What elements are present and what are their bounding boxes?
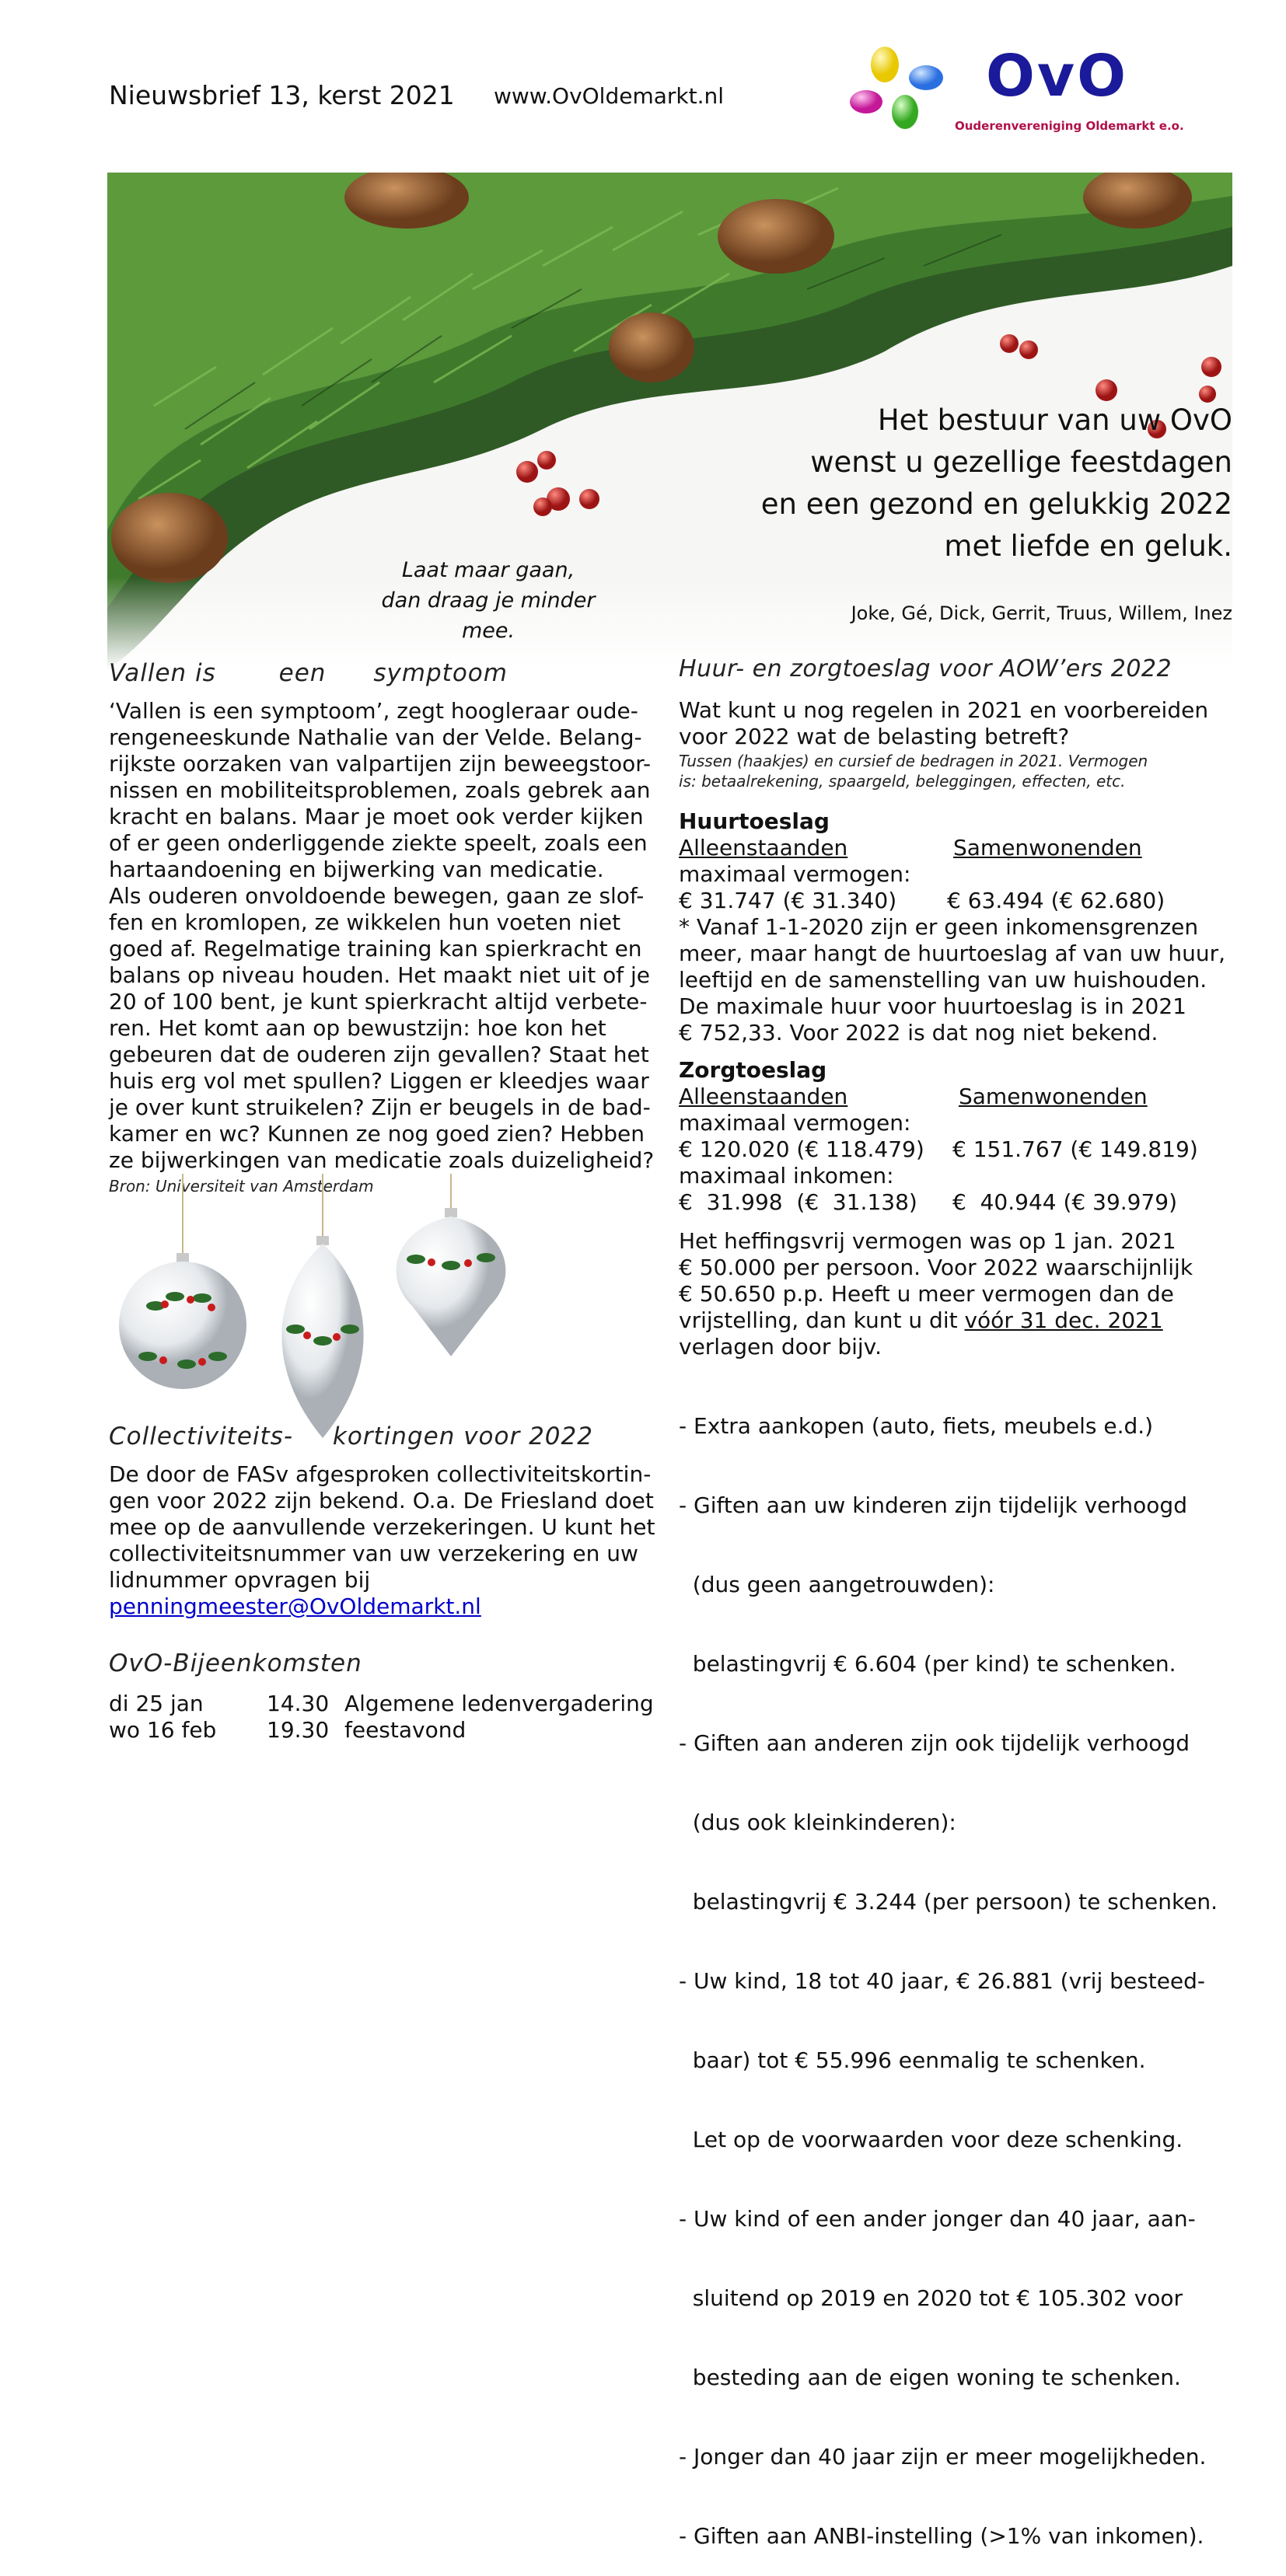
list-item: baar) tot € 55.996 eenmalig te schenken. (679, 2047, 1146, 2073)
heffingsvrij-section (679, 1228, 1239, 1360)
meeting-row (109, 1691, 669, 1717)
meeting-time: 19.30 (267, 1717, 330, 1743)
article-line: huis erg vol met spullen? Liggen er kleedjes waar (109, 1068, 649, 1094)
list-item: - Giften aan anderen zijn ook tijdelijk verhoogd (679, 1730, 1190, 1756)
list-item: besteding aan de eigen woning te schenken. (679, 2365, 1181, 2390)
text-line: € 50.650 p.p. Heeft u meer vermogen dan de (679, 1281, 1174, 1307)
meeting-time: 14.30 (267, 1691, 330, 1716)
toeslag-note (679, 751, 1148, 791)
greeting-line: en een gezond en gelukkig 2022 (760, 487, 1232, 521)
article-line: kracht en balans. Maar je moet ook verder kijken (109, 804, 644, 829)
value-single: € 31.747 (€ 31.340) (679, 888, 897, 913)
meetings-list (109, 1691, 669, 1744)
discount-heading (109, 1422, 653, 1450)
note-line: is: betaalrekening, spaargeld, beleggingen, effecten, etc. (679, 772, 1126, 791)
value-single: € 120.020 (€ 118.479) (679, 1136, 924, 1162)
list-item: - Giften aan uw kinderen zijn tijdelijk verhoogd (679, 1492, 1187, 1518)
note-line: * Vanaf 1-1-2020 zijn er geen inkomensgrenzen (679, 914, 1199, 940)
greeting-line: met liefde en geluk. (944, 529, 1232, 563)
article-line: of er geen onderliggende ziekte speelt, zoals een (109, 830, 648, 856)
christmas-banner (107, 173, 1232, 670)
email-link[interactable]: penningmeester@OvOldemarkt.nl (109, 1593, 481, 1619)
list-item: belastingvrij € 6.604 (per kind) te schenken. (679, 1651, 1176, 1677)
article-line: je over kunt struikelen? Zijn er beugels in de bad- (109, 1094, 651, 1120)
article-line: ren. Het komt aan op bewustzijn: hoe kon het (109, 1015, 606, 1041)
article-line: Als ouderen onvoldoende bewegen, gaan ze slof- (109, 883, 645, 909)
article-line: De door de FASv afgesproken collectiviteitskortin- (109, 1461, 652, 1487)
logo-text: OvO (986, 43, 1129, 110)
heading-word: een (278, 659, 327, 687)
article-line: rengeneeskunde Nathalie van der Velde. Belang- (109, 724, 642, 750)
fall-article (109, 698, 669, 1174)
list-item: - Uw kind of een ander jonger dan 40 jaar, aan- (679, 2206, 1196, 2232)
article-line: rijkste oorzaken van valpartijen zijn beweegstoor- (109, 751, 652, 777)
article-line: mee op de aanvullende verzekeringen. U kunt het (109, 1514, 655, 1540)
list-item: - Extra aankopen (auto, fiets, meubels e.d.) (679, 1413, 1154, 1439)
column-header: Samenwonenden (953, 835, 1142, 860)
intro-line: voor 2022 wat de belasting betreft? (679, 724, 1070, 749)
greeting-line: Het bestuur van uw OvO (877, 403, 1232, 437)
list-item: Let op de voorwaarden voor deze schenking. (679, 2127, 1183, 2152)
article-line: gebeuren dat de ouderen zijn gevallen? Staat het (109, 1042, 649, 1067)
list-item: sluitend op 2019 en 2020 tot € 105.302 voor (679, 2285, 1183, 2311)
article-line: hartaandoening en bijwerking van medicatie. (109, 857, 604, 882)
article-line: goed af. Regelmatige training kan spierkracht en (109, 936, 642, 962)
toeslag-intro (679, 697, 1239, 750)
deadline-text: vóór 31 dec. 2021 (964, 1307, 1163, 1333)
list-item: belastingvrij € 3.244 (per persoon) te schenken. (679, 1889, 1218, 1915)
list-item: - Uw kind, 18 tot 40 jaar, € 26.881 (vrij besteed- (679, 1968, 1206, 1994)
logo-subtitle: Ouderenvereniging Oldemarkt e.o. (955, 119, 1184, 133)
quote-text (352, 555, 624, 646)
value-couple: € 63.494 (€ 62.680) (947, 888, 1165, 913)
article-line: lidnummer opvragen bij (109, 1567, 371, 1593)
greeting-text (761, 400, 1232, 567)
row-label: maximaal vermogen: (679, 1110, 911, 1136)
article-line: 20 of 100 bent, je kunt spierkracht altijd verbete- (109, 989, 648, 1014)
meeting-date: di 25 jan (109, 1691, 204, 1716)
column-header: Alleenstaanden (679, 835, 848, 860)
text-line: verlagen door bijv. (679, 1334, 882, 1360)
ovo-logo (844, 43, 1186, 136)
section-title: Huurtoeslag (679, 808, 830, 834)
toeslag-heading: Huur- en zorgtoeslag voor AOW’ers 2022 (679, 655, 1172, 682)
quote-line: Laat maar gaan, (401, 558, 575, 582)
row-label: maximaal inkomen: (679, 1163, 894, 1189)
huurtoeslag-section (679, 808, 1239, 1046)
article-line: collectiviteitsnummer van uw verzekering en uw (109, 1541, 638, 1566)
section-title: Zorgtoeslag (679, 1057, 827, 1083)
gift-list (679, 1360, 1239, 2576)
heading-word: kortingen voor 2022 (332, 1422, 593, 1450)
discount-article (109, 1461, 669, 1620)
quote-line: dan draag je minder mee. (381, 588, 596, 643)
heading-word: Collectiviteits- (109, 1422, 294, 1450)
note-line: leeftijd en de samenstelling van uw huishouden. (679, 967, 1207, 993)
column-header: Samenwonenden (959, 1084, 1148, 1109)
list-item: (dus geen aangetrouwden): (679, 1572, 995, 1597)
note-line: € 752,33. Voor 2022 is dat nog niet bekend. (679, 1020, 1158, 1045)
balloons-icon (844, 43, 952, 136)
heading-word: Vallen is (109, 659, 216, 687)
meeting-date: wo 16 feb (109, 1717, 217, 1743)
meeting-desc: Algemene ledenvergadering (344, 1691, 654, 1716)
row-label: maximaal vermogen: (679, 861, 911, 887)
article-line: fen en kromlopen, ze wikkelen hun voeten niet (109, 909, 621, 935)
list-item: - Giften aan ANBI-instelling (>1% van inkomen). (679, 2523, 1204, 2549)
website-url[interactable]: www.OvOldemarkt.nl (494, 83, 725, 109)
article-line: balans op niveau houden. Het maakt niet uit of je (109, 962, 650, 988)
intro-line: Wat kunt u nog regelen in 2021 en voorbereiden (679, 697, 1209, 723)
fall-heading (109, 659, 544, 687)
meeting-row (109, 1717, 669, 1744)
heading-word: symptoom (373, 659, 508, 687)
article-line: nissen en mobiliteitsproblemen, zoals gebrek aan (109, 777, 651, 803)
value-couple: € 151.767 (€ 149.819) (952, 1136, 1198, 1162)
text-line: € 50.000 per persoon. Voor 2022 waarschijnlijk (679, 1255, 1193, 1280)
note-line: De maximale huur voor huurtoeslag is in 2021 (679, 993, 1186, 1019)
list-item: - Jonger dan 40 jaar zijn er meer mogelijkheden. (679, 2444, 1207, 2470)
board-signatures: Joke, Gé, Dick, Gerrit, Truus, Willem, Inez (851, 602, 1232, 624)
column-header: Alleenstaanden (679, 1084, 848, 1109)
article-line: ze bijwerkingen van medicatie zoals duizeligheid? (109, 1147, 655, 1173)
text-line: Het heffingsvrij vermogen was op 1 jan. 2021 (679, 1228, 1176, 1254)
list-item: (dus ook kleinkinderen): (679, 1810, 956, 1835)
text-line (679, 1307, 1239, 1334)
fall-source: Bron: Universiteit van Amsterdam (109, 1177, 374, 1196)
meetings-heading: OvO-Bijeenkomsten (109, 1649, 362, 1677)
article-line: gen voor 2022 zijn bekend. O.a. De Friesland doet (109, 1488, 654, 1513)
value-couple: € 40.944 (€ 39.979) (952, 1189, 1178, 1215)
greeting-line: wenst u gezellige feestdagen (810, 445, 1232, 479)
note-line: meer, maar hangt de huurtoeslag af van uw huur, (679, 941, 1226, 966)
article-line: ‘Vallen is een symptoom’, zegt hoogleraar oude- (109, 698, 638, 724)
text-fragment: vrijstelling, dan kunt u dit (679, 1307, 965, 1333)
meeting-desc: feestavond (344, 1717, 467, 1743)
zorgtoeslag-section (679, 1057, 1239, 1216)
value-single: € 31.998 (€ 31.138) (679, 1189, 917, 1215)
note-line: Tussen (haakjes) en cursief de bedragen in 2021. Vermogen (679, 752, 1148, 770)
article-line: kamer en wc? Kunnen ze nog goed zien? Hebben (109, 1121, 645, 1147)
newsletter-title: Nieuwsbrief 13, kerst 2021 (109, 80, 455, 110)
